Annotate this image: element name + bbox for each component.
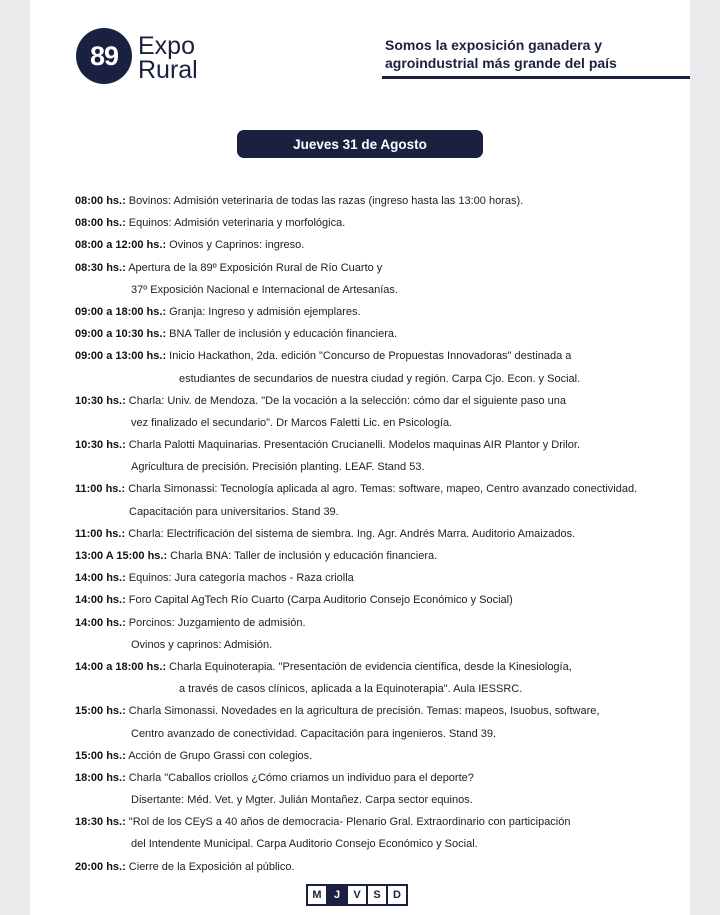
schedule-time: 14:00 a 18:00 hs.: xyxy=(75,660,167,673)
schedule-time: 18:30 hs.: xyxy=(75,816,126,829)
schedule-time: 09:00 a 10:30 hs.: xyxy=(75,328,167,341)
schedule-item-continuation xyxy=(75,456,687,478)
schedule-text: Ovinos y caprinos: Admisión. xyxy=(131,638,273,651)
schedule-text: Cierre de la Exposición al público. xyxy=(125,860,295,873)
schedule-time: 18:00 hs.: xyxy=(75,771,126,784)
schedule-item xyxy=(75,523,687,545)
tagline xyxy=(385,36,685,72)
schedule-time: 15:00 hs.: xyxy=(75,705,126,718)
schedule-text: Foro Capital AgTech Río Cuarto (Carpa Auditorio Consejo Económico y Social) xyxy=(125,594,513,607)
schedule-item xyxy=(75,856,687,878)
schedule-item-continuation xyxy=(75,368,687,390)
weekday-v: V xyxy=(348,886,368,904)
schedule-item xyxy=(75,656,687,678)
schedule-item-continuation xyxy=(75,789,687,811)
schedule-time: 08:00 a 12:00 hs.: xyxy=(75,239,167,252)
schedule-time: 11:00 hs.: xyxy=(75,527,126,540)
schedule-text: Inicio Hackathon, 2da. edición "Concurso de Propuestas Innovadoras" destinada a xyxy=(166,350,572,363)
schedule-time: 10:30 hs.: xyxy=(75,394,126,407)
schedule-text: Equinos: Jura categoría machos - Raza criolla xyxy=(125,572,354,585)
schedule-text: Apertura de la 89º Exposición Rural de Río Cuarto y xyxy=(125,261,383,274)
schedule-text: Capacitación para universitarios. Stand 39. xyxy=(129,505,339,518)
schedule-time: 08:00 hs.: xyxy=(75,195,126,207)
schedule-time: 14:00 hs.: xyxy=(75,572,126,585)
schedule-item xyxy=(75,390,687,412)
schedule-time: 09:00 a 18:00 hs.: xyxy=(75,305,167,318)
schedule-text: Ovinos y Caprinos: ingreso. xyxy=(166,239,305,252)
schedule-item-continuation xyxy=(75,501,687,523)
schedule-time: 11:00 hs.: xyxy=(75,483,126,496)
weekday-m: M xyxy=(308,886,328,904)
schedule-text: Charla Equinoterapia. "Presentación de evidencia científica, desde la Kinesiología, xyxy=(166,660,572,673)
schedule-item xyxy=(75,767,687,789)
schedule-text: Charla: Electrificación del sistema de siembra. Ing. Agr. Andrés Marra. Auditorio Amaizados. xyxy=(125,527,576,540)
schedule-text: Charla BNA: Taller de inclusión y educación financiera. xyxy=(167,550,438,562)
schedule-item xyxy=(75,567,687,589)
schedule-text: estudiantes de secundarios de nuestra ciudad y región. Carpa Cjo. Econ. y Social. xyxy=(179,372,581,385)
schedule-text: Charla "Caballos criollos ¿Cómo criamos un individuo para el deporte? xyxy=(125,771,474,784)
schedule-item-continuation xyxy=(75,723,687,745)
schedule-text: 37º Exposición Nacional e Internacional de Artesanías. xyxy=(131,283,398,296)
tagline-underline xyxy=(382,76,690,79)
schedule-item xyxy=(75,811,687,833)
schedule-item xyxy=(75,323,687,345)
schedule-item xyxy=(75,612,687,634)
schedule-item xyxy=(75,745,687,767)
schedule-text: Bovinos: Admisión veterinaria de todas las razas (ingreso hasta las 13:00 horas). xyxy=(125,195,524,207)
schedule-time: 10:30 hs.: xyxy=(75,439,126,452)
schedule-item xyxy=(75,478,687,500)
schedule-item xyxy=(75,345,687,367)
schedule-time: 09:00 a 13:00 hs.: xyxy=(75,350,167,363)
schedule-text: BNA Taller de inclusión y educación financiera. xyxy=(166,328,398,341)
schedule-time: 14:00 hs.: xyxy=(75,616,126,629)
tagline-line-2: agroindustrial más grande del país xyxy=(385,55,617,71)
schedule-text: Charla Simonassi: Tecnología aplicada al agro. Temas: software, mapeo, Centro avanzado conectividad. xyxy=(125,483,638,496)
schedule-item-continuation xyxy=(75,412,687,434)
schedule-list xyxy=(75,190,687,878)
schedule-time: 14:00 hs.: xyxy=(75,594,126,607)
schedule-time: 15:00 hs.: xyxy=(75,749,126,762)
schedule-text: Agricultura de precisión. Precisión planting. LEAF. Stand 53. xyxy=(131,461,425,474)
schedule-text: Disertante: Méd. Vet. y Mgter. Julián Montañez. Carpa sector equinos. xyxy=(131,794,473,807)
weekday-s: S xyxy=(368,886,388,904)
schedule-text: vez finalizado el secundario". Dr Marcos Faletti Lic. en Psicología. xyxy=(131,416,453,429)
schedule-text: Charla Simonassi. Novedades en la agricultura de precisión. Temas: mapeos, Isuobus, software, xyxy=(125,705,600,718)
schedule-text: Charla Palotti Maquinarias. Presentación Crucianelli. Modelos maquinas AIR Plantor y Drilor. xyxy=(125,439,581,452)
schedule-item xyxy=(75,190,687,212)
schedule-time: 08:00 hs.: xyxy=(75,217,126,230)
schedule-item-continuation xyxy=(75,634,687,656)
tagline-line-1: Somos la exposición ganadera y xyxy=(385,37,603,53)
weekday-selector xyxy=(306,884,408,906)
schedule-item xyxy=(75,212,687,234)
schedule-text: "Rol de los CEyS a 40 años de democracia- Plenario Gral. Extraordinario con participación xyxy=(125,816,571,829)
schedule-item-continuation xyxy=(75,833,687,855)
expo-rural-logo xyxy=(76,22,226,88)
schedule-text: Acción de Grupo Grassi con colegios. xyxy=(125,749,313,762)
schedule-item xyxy=(75,234,687,256)
schedule-text: Granja: Ingreso y admisión ejemplares. xyxy=(166,305,361,318)
schedule-item xyxy=(75,434,687,456)
schedule-time: 13:00 A 15:00 hs.: xyxy=(75,550,168,562)
schedule-item-continuation xyxy=(75,279,687,301)
weekday-d: D xyxy=(393,889,401,901)
schedule-text: Centro avanzado de conectividad. Capacitación para ingenieros. Stand 39. xyxy=(131,727,497,740)
date-badge: Jueves 31 de Agosto xyxy=(237,130,483,158)
schedule-text: del Intendente Municipal. Carpa Auditorio Consejo Económico y Social. xyxy=(131,838,478,851)
program-page xyxy=(30,0,690,915)
weekday-j: J xyxy=(328,886,348,904)
schedule-time: 20:00 hs.: xyxy=(75,860,126,873)
schedule-time: 08:30 hs.: xyxy=(75,261,126,274)
schedule-item xyxy=(75,257,687,279)
schedule-item-continuation xyxy=(75,678,687,700)
schedule-item xyxy=(75,700,687,722)
logo-word-expo: Expo xyxy=(138,32,195,60)
schedule-text: Equinos: Admisión veterinaria y morfológica. xyxy=(125,217,346,230)
logo-badge: 89 xyxy=(76,28,132,84)
schedule-item xyxy=(75,545,687,567)
schedule-text: Porcinos: Juzgamiento de admisión. xyxy=(125,616,306,629)
schedule-text: a través de casos clínicos, aplicada a la Equinoterapia". Aula IESSRC. xyxy=(179,683,523,696)
schedule-item xyxy=(75,589,687,611)
logo-word-rural: Rural xyxy=(138,56,198,84)
schedule-item xyxy=(75,301,687,323)
schedule-text: Charla: Univ. de Mendoza. "De la vocación a la selección: cómo dar el siguiente paso una xyxy=(125,394,567,407)
